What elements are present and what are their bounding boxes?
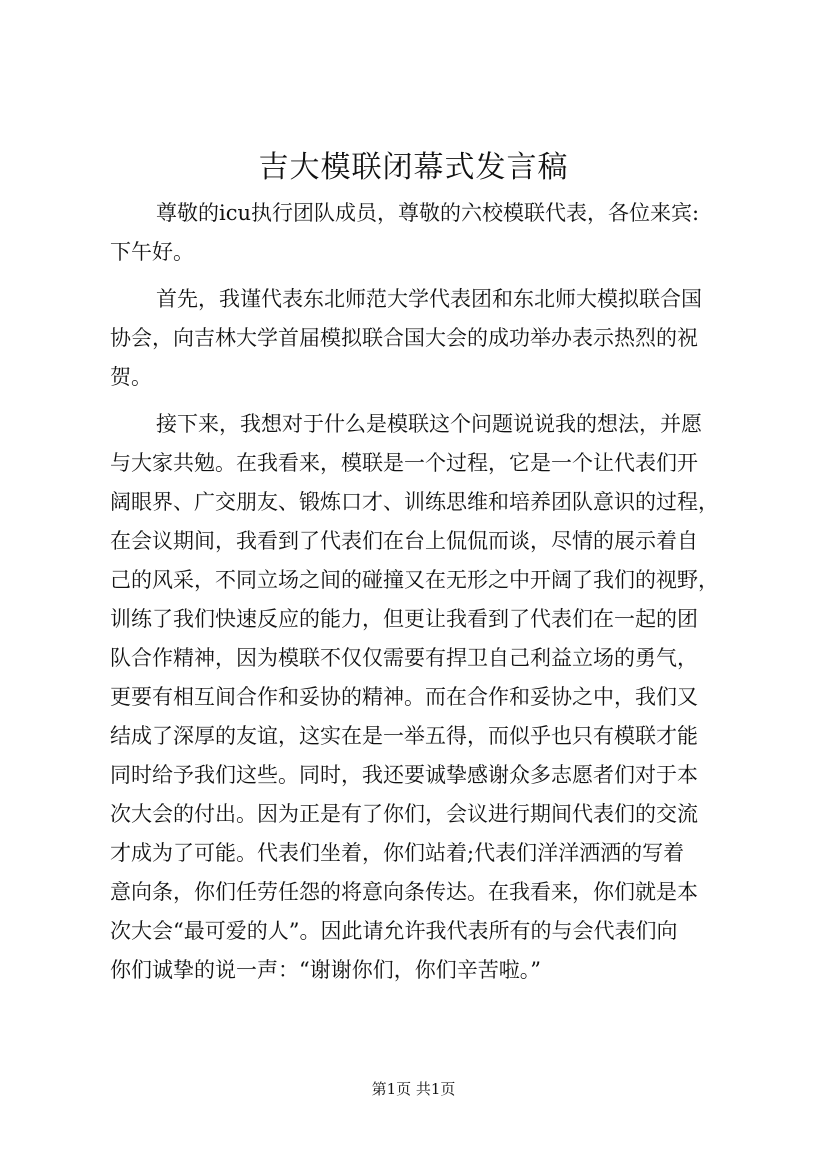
paragraph-line: 训练了我们快速反应的能力，但更让我看到了代表们在一起的团 — [110, 607, 698, 631]
salutation-line: 尊敬的icu执行团队成员，尊敬的六校模联代表，各位来宾: — [156, 201, 700, 225]
paragraph-line: 次大会“最可爱的人”。因此请允许我代表所有的与会代表们向 — [110, 919, 678, 943]
paragraph-line: 接下来，我想对于什么是模联这个问题说说我的想法，并愿 — [156, 412, 702, 436]
document-body — [110, 194, 740, 990]
paragraph-line: 更要有相互间合作和妥协的精神。而在合作和妥协之中，我们又 — [110, 685, 698, 709]
paragraph-line: 结成了深厚的友谊，这实在是一举五得，而似乎也只有模联才能 — [110, 724, 698, 748]
paragraph-line: 首先，我谨代表东北师范大学代表团和东北师大模拟联合国 — [156, 287, 702, 311]
paragraph-line: 贺。 — [110, 365, 152, 389]
paragraph-line: 你们诚挚的说一声：“谢谢你们，你们辛苦啦。” — [110, 958, 541, 982]
page-footer: 第1页 共1页 — [371, 1080, 456, 1098]
paragraph-line: 在会议期间，我看到了代表们在台上侃侃而谈，尽情的展示着自 — [110, 529, 698, 553]
paragraph-line: 意向条，你们任劳任怨的将意向条传达。在我看来，你们就是本 — [110, 880, 698, 904]
paragraph-line: 队合作精神，因为模联不仅仅需要有捍卫自己利益立场的勇气， — [110, 646, 698, 670]
paragraph-line: 同时给予我们这些。同时，我还要诚挚感谢众多志愿者们对于本 — [110, 763, 698, 787]
document-title: 吉大模联闭幕式发言稿 — [258, 150, 569, 185]
paragraph-line: 才成为了可能。代表们坐着，你们站着;代表们洋洋洒洒的写着 — [110, 841, 685, 865]
paragraph-line: 与大家共勉。在我看来，模联是一个过程，它是一个让代表们开 — [110, 451, 698, 475]
greeting-line: 下午好。 — [110, 240, 194, 264]
paragraph-line: 己的风采，不同立场之间的碰撞又在无形之中开阔了我们的视野， — [110, 568, 719, 592]
paragraph-line: 阔眼界、广交朋友、锻炼口才、训练思维和培养团队意识的过程， — [110, 490, 719, 514]
paragraph-line: 次大会的付出。因为正是有了你们，会议进行期间代表们的交流 — [110, 802, 698, 826]
paragraph-line: 协会，向吉林大学首届模拟联合国大会的成功举办表示热烈的祝 — [110, 326, 698, 350]
